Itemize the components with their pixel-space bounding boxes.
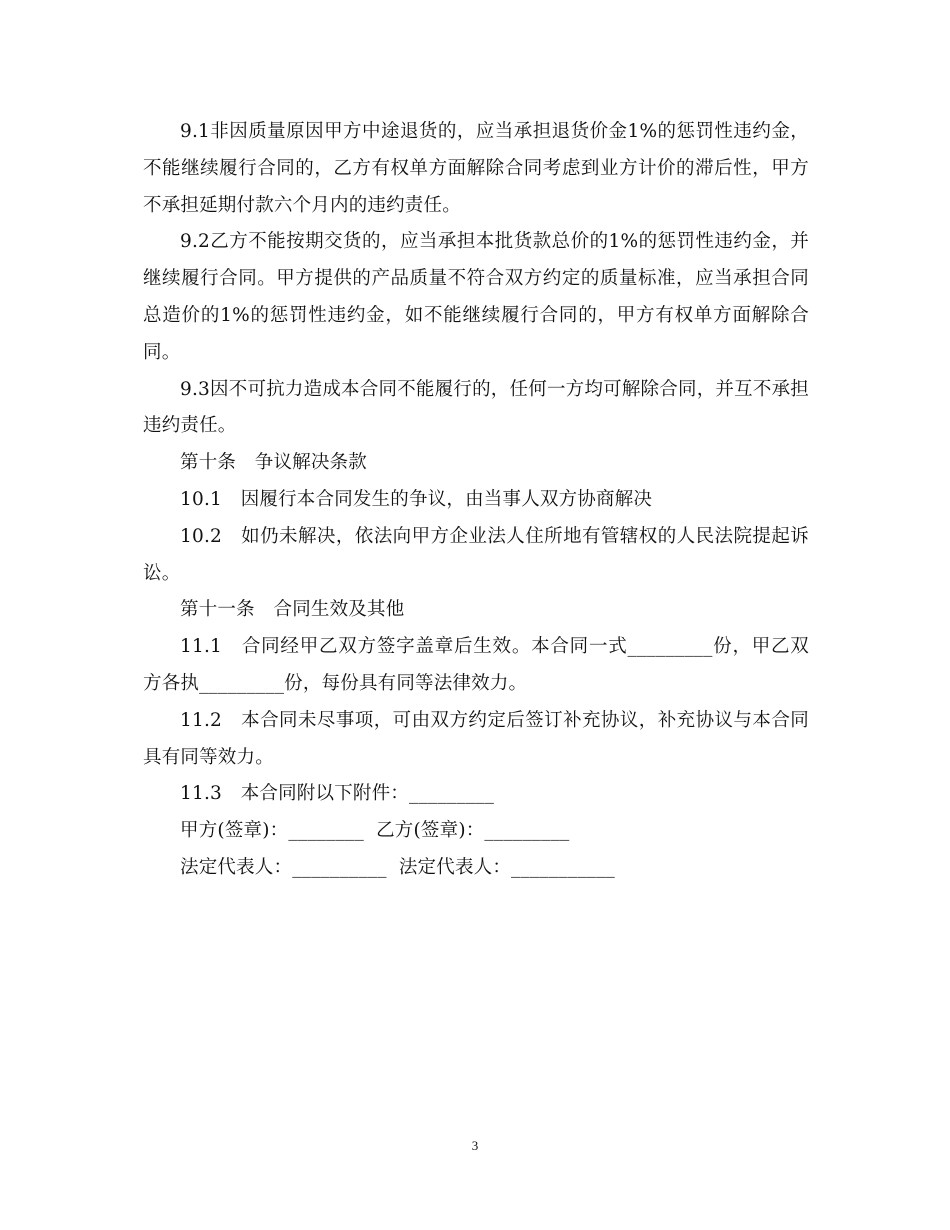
legal-representative-line: 法定代表人：__________ 法定代表人：___________ bbox=[180, 856, 616, 878]
document-body bbox=[143, 114, 809, 887]
clause-9-1: 9.1非因质量原因甲方中途退货的，应当承担退货价金1%的惩罚性违约金，不能继续履行合同的，乙方有权单方面解除合同考虑到业方计价的滞后性，甲方不承担延期付款六个月内的违约责任。 bbox=[143, 121, 809, 216]
clause-10-2: 10.2 如仍未解决，依法向甲方企业法人住所地有管辖权的人民法院提起诉讼。 bbox=[143, 525, 809, 584]
clause-10-1: 10.1 因履行本合同发生的争议，由当事人双方协商解决 bbox=[180, 488, 653, 510]
clause-11-1: 11.1 合同经甲乙双方签字盖章后生效。本合同一式_________份，甲乙双方各执_________份，每份具有同等法律效力。 bbox=[143, 636, 809, 694]
article-10-heading: 第十条 争议解决条款 bbox=[180, 452, 368, 474]
article-11-heading: 第十一条 合同生效及其他 bbox=[180, 599, 405, 621]
page-number: 3 bbox=[471, 1138, 479, 1153]
clause-9-2: 9.2乙方不能按期交货的，应当承担本批货款总价的1%的惩罚性违约金，并继续履行合同。甲方提供的产品质量不符合双方约定的质量标准，应当承担合同总造价的1%的惩罚性违约金，如不能继续履行合同的，甲方有权单方面解除合同。 bbox=[143, 231, 809, 363]
clause-11-2: 11.2 本合同未尽事项，可由双方约定后签订补充协议，补充协议与本合同具有同等效力。 bbox=[143, 709, 809, 768]
signature-party-line: 甲方(签章)：________ 乙方(签章)：_________ bbox=[180, 820, 570, 842]
clause-9-3: 9.3因不可抗力造成本合同不能履行的，任何一方均可解除合同，并互不承担违约责任。 bbox=[143, 378, 809, 437]
clause-11-3: 11.3 本合同附以下附件：_________ bbox=[180, 783, 495, 805]
